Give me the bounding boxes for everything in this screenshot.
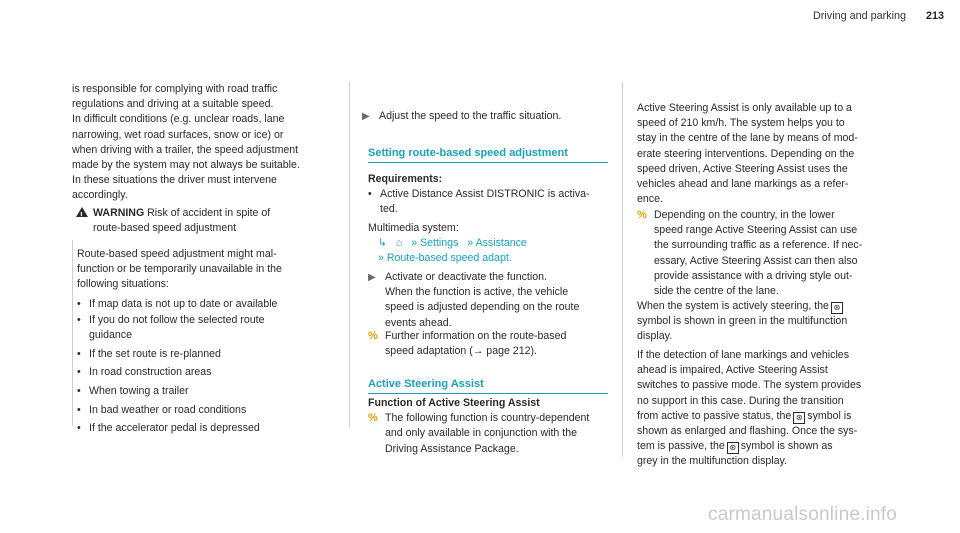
info-icon: %: [368, 330, 378, 342]
requirements-block: Requirements: • Active Distance Assist DISTRONIC is activa- ted. Multimedia system: ↳ ⌂ » Settings » Assistance » Route-based speed adapt.: [368, 173, 590, 265]
list-item: • If you do not follow the selected route: [77, 313, 265, 326]
step-arrow-icon: ▶: [362, 111, 370, 122]
warning-title: !WARNING Risk of accident in spite of route-based speed adjustment: [76, 206, 270, 236]
warning-bullet-list: • If map data is not up to date or available • If you do not follow the selected route guidance • If the set route is re-planned • In road construction areas • When towing a trailer • In bad weather or road conditions • If the accelerator pedal is depressed: [77, 297, 277, 437]
info-note: % Further information on the route-based speed adaptation (→ page 212).: [368, 330, 567, 358]
watermark: carmanualsonline.info: [708, 504, 898, 525]
path-chevron-icon: »: [411, 236, 418, 249]
list-item: • When towing a trailer: [77, 384, 189, 397]
body-paragraph: is responsible for complying with road traffic regulations and driving at a suitable speed. In difficult conditions (e.g. unclear roads, lane narrowing, wet road surfaces, snow or ice) or when driving with a trailer, the speed adjustment made by the system may not always be suitable. In these situations the driver must intervene accordingly.: [72, 83, 300, 202]
info-note: % Depending on the country, in the lower speed range Active Steering Assist can use the surrounding traffic as a reference. If nec- essary, Active Steering Assist can then also provide assistance with a driving style out- side the centre of the lane.: [637, 209, 863, 298]
home-icon: ⌂: [395, 236, 403, 249]
activation-step: ▶ Activate or deactivate the function. When the function is active, the vehicle speed is adjusted depending on the route events ahead.: [368, 271, 580, 329]
info-icon: %: [368, 412, 378, 425]
list-item: • In road construction areas: [77, 366, 212, 379]
list-item: • In bad weather or road conditions: [77, 403, 247, 416]
page-number: 213: [926, 10, 945, 22]
action-step: ▶ Adjust the speed to the traffic situation.: [362, 109, 561, 124]
column-divider: [622, 82, 623, 457]
section-header: Driving and parking: [813, 10, 907, 22]
section-heading: Active Steering Assist: [368, 378, 608, 394]
step-arrow-icon: ▶: [368, 272, 376, 283]
function-block: Function of Active Steering Assist % The following function is country-dependent and only available in conjunction with the Driving Assistance Package.: [368, 397, 590, 455]
steering-assist-icon: ⊛: [727, 442, 739, 454]
warning-icon: [76, 207, 88, 217]
list-item: • If map data is not up to date or available: [77, 298, 278, 310]
warning-body: Route-based speed adjustment might mal- function or be temporarily unavailable in the following situations:: [77, 248, 282, 291]
steering-assist-icon: ⊛: [793, 412, 805, 424]
list-item: • If the accelerator pedal is depressed: [77, 422, 260, 435]
path-chevron-icon: »: [467, 236, 474, 249]
section-heading: Setting route-based speed adjustment: [368, 147, 608, 163]
path-arrow-icon: ↳: [378, 236, 387, 249]
body-paragraph: If the detection of lane markings and vehicles ahead is impaired, Active Steering Assist switches to passive mode. The system provides no support in this case. During the transition from active to passive status, the ⊛ symbol is shown as enlarged and flashing. Once the sys- tem is passive, the ⊛ symbol is shown as grey in the multifunction display.: [637, 349, 862, 468]
steering-assist-icon: ⊛: [831, 302, 843, 314]
list-item: • If the set route is re-planned: [77, 347, 221, 360]
body-paragraph: When the system is actively steering, the ⊛ symbol is shown in green in the multifunction display.: [637, 300, 848, 343]
body-paragraph: Active Steering Assist is only available up to a speed of 210 km/h. The system helps you to stay in the centre of the lane by means of mod- erate steering interventions. Depending on the speed driven, Active Steering Assist uses the vehicles ahead and lane markings as a refer- ence.: [637, 102, 858, 206]
info-icon: %: [637, 209, 647, 221]
path-chevron-icon: »: [378, 252, 384, 265]
